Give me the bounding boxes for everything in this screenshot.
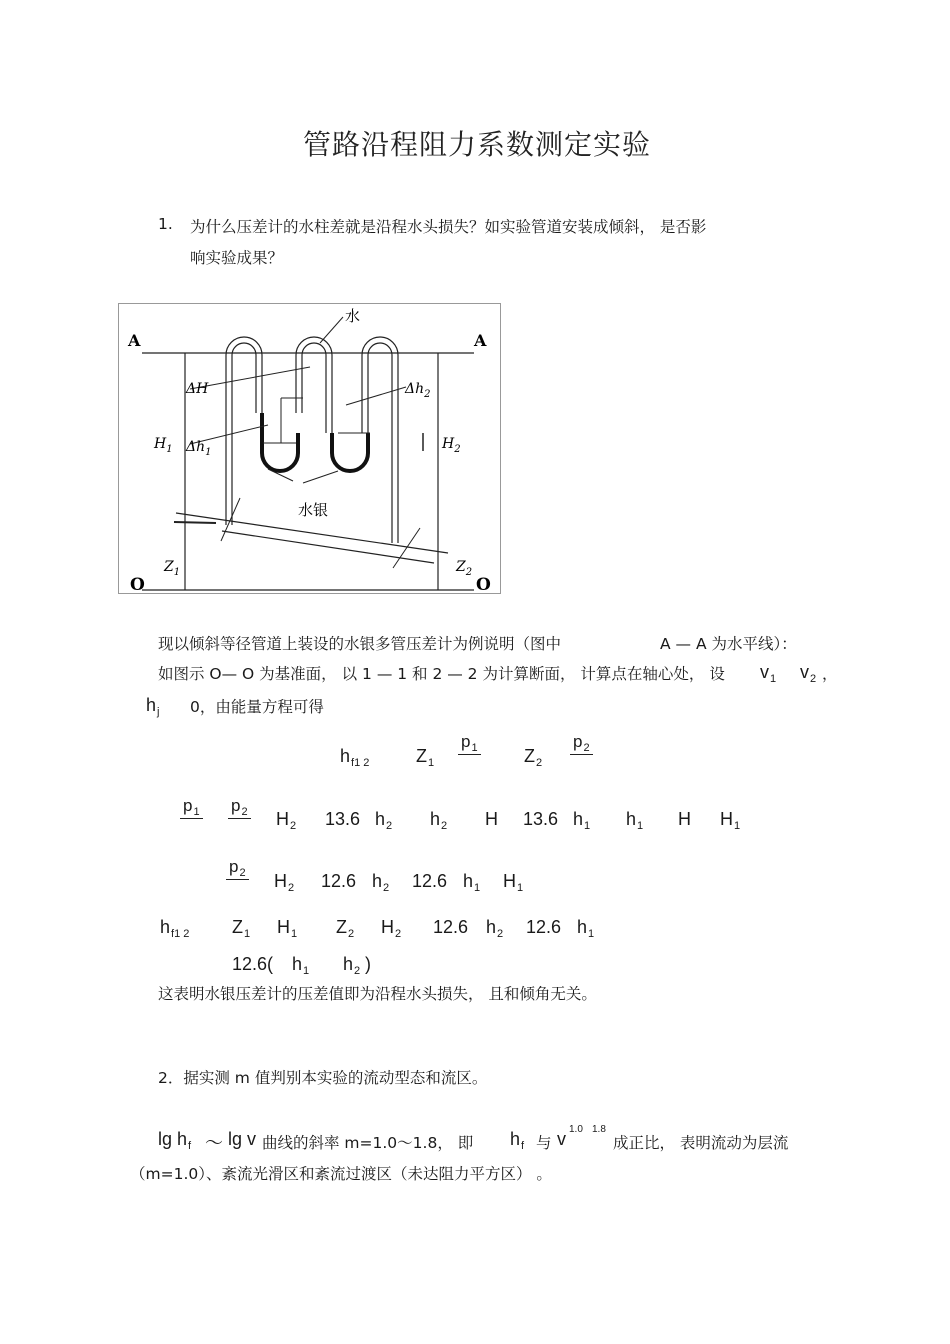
eq2-dh1-b: $h_1$ xyxy=(626,809,644,832)
q2-answer-mid: 曲线的斜率 m=1.0～1.8， 即 xyxy=(262,1134,474,1152)
eq2-h1: $H_1$ xyxy=(720,809,741,832)
eq3-p2-fraction: $p_2$ xyxy=(226,858,249,880)
eq4-z1: $Z_1$ xyxy=(232,917,251,940)
eq4-hf: $h_{f1 2}$ xyxy=(160,917,190,940)
eq4-dh1: $h_1$ xyxy=(577,917,595,940)
eq2-coef-a: 13.6 xyxy=(325,809,361,829)
conclusion-1: 这表明水银压差计的压差值即为沿程水头损失， 且和倾角无关。 xyxy=(158,985,597,1003)
eq2-dH: H xyxy=(485,809,498,829)
eq3-h2: $H_2$ xyxy=(274,871,295,894)
eq3-h1: $H_1$ xyxy=(503,871,524,894)
q2-exp-2: 1.8 xyxy=(592,1124,606,1135)
eq5-open: 12.6( xyxy=(232,954,274,974)
page-title: 管路沿程阻力系数测定实验 xyxy=(303,128,652,161)
manometer-figure xyxy=(118,303,502,595)
eq2-dH-b: H xyxy=(678,809,691,829)
eq2-coef-b: 13.6 xyxy=(523,809,559,829)
eq4-h1: $H_1$ xyxy=(277,917,298,940)
eq4-h2: $H_2$ xyxy=(381,917,402,940)
q2-tilde: ～ xyxy=(205,1133,223,1154)
question-1-number: 1. xyxy=(158,215,173,233)
question-1-line-2: 响实验成果？ xyxy=(190,249,284,267)
eq3-coef-b: 12.6 xyxy=(412,871,448,891)
svg-text:ΔH: ΔH xyxy=(186,381,209,397)
eq1-p2-fraction: $p_2$ xyxy=(570,733,593,755)
eq4-z2: $Z_2$ xyxy=(336,917,355,940)
q2-answer-line-2: （m=1.0）、紊流光滑区和紊流过渡区（未达阻力平方区） 。 xyxy=(130,1165,552,1183)
question-1-line-1: 为什么压差计的水柱差就是沿程水头损失？如实验管道安装成倾斜， 是否影 xyxy=(190,218,707,236)
eq3-dh1: $h_1$ xyxy=(463,871,481,894)
svg-text:H1: $H_1$ xyxy=(154,436,173,455)
eq3-dh2: $h_2$ xyxy=(372,871,390,894)
eq4-dh2: $h_2$ xyxy=(486,917,504,940)
label-a-right: A xyxy=(474,331,487,350)
eq4-coef-b: 12.6 xyxy=(526,917,562,937)
eq2-dh2-a: $h_2$ xyxy=(375,809,393,832)
label-water: 水 xyxy=(345,307,361,325)
eq1-p1-fraction: $p_1$ xyxy=(458,733,481,755)
eq2-p2-fraction: $p_2$ xyxy=(228,797,251,819)
explain-comma: ， xyxy=(822,665,838,683)
question-2: 2．据实测 m 值判别本实验的流动型态和流区。 xyxy=(158,1069,488,1087)
svg-text:H2: $H_2$ xyxy=(442,436,461,455)
label-a-left: A xyxy=(128,331,141,350)
eq1-z2: $Z_2$ xyxy=(524,746,543,769)
eq5-close: ) xyxy=(365,954,371,974)
eq2-dh1-a: $h_1$ xyxy=(573,809,591,832)
explain-line-3b: 0，由能量方程可得 xyxy=(190,698,324,716)
explain-line-1a: 现以倾斜等径管道上装设的水银多管压差计为例说明（图中 xyxy=(158,635,562,653)
label-o-right: O xyxy=(476,575,491,595)
eq2-h2: $H_2$ xyxy=(276,809,297,832)
eq1-hf: $h_{f1 2}$ xyxy=(340,746,370,769)
eq1-z1: $Z_1$ xyxy=(416,746,435,769)
eq2-dh2-b: $h_2$ xyxy=(430,809,448,832)
svg-text:Δh1: $\Delta h_1$ xyxy=(186,439,212,458)
eq4-coef-a: 12.6 xyxy=(433,917,469,937)
svg-text:Z1: $Z_1$ xyxy=(164,559,181,578)
q2-with: 与 xyxy=(536,1134,552,1152)
svg-text:Z2: $Z_2$ xyxy=(456,559,473,578)
eq3-coef-a: 12.6 xyxy=(321,871,357,891)
q2-lghf: $\lg h_f$ xyxy=(158,1129,192,1152)
label-mercury: 水银 xyxy=(298,501,329,519)
q2-lgv: lg v xyxy=(228,1129,257,1149)
q2-v: v xyxy=(557,1129,566,1149)
eq5-dh2: $h_2$ xyxy=(343,954,361,977)
v1-symbol: $v_1$ xyxy=(760,662,777,685)
explain-line-2a: 如图示 O— O 为基准面， 以 1 — 1 和 2 — 2 为计算断面， 计算点在轴心处， 设 xyxy=(158,665,725,683)
label-o-left: O xyxy=(130,575,145,595)
q2-exp-1: 1.0 xyxy=(569,1124,583,1135)
v2-symbol: $v_2$ xyxy=(800,662,817,685)
eq2-p1-fraction: $p_1$ xyxy=(180,797,203,819)
hj-symbol: $h_j$ xyxy=(146,695,160,718)
explain-line-1b: A — A 为水平线）： xyxy=(660,635,797,653)
eq5-dh1: $h_1$ xyxy=(292,954,310,977)
q2-answer-end: 成正比， 表明流动为层流 xyxy=(613,1134,789,1152)
q2-hf: $h_f$ xyxy=(510,1129,525,1152)
svg-text:Δh2: $\Delta h_2$ xyxy=(405,381,431,400)
